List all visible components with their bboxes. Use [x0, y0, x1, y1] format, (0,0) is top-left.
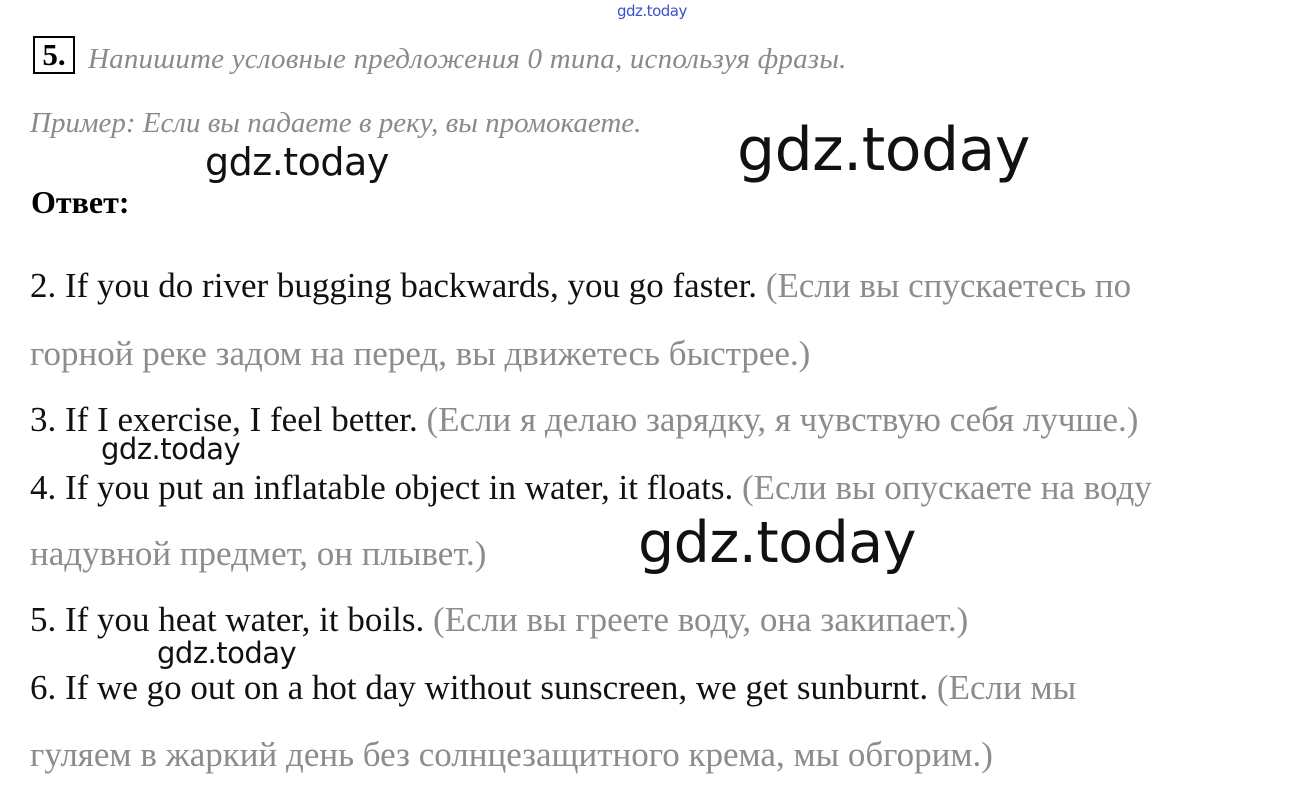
watermark-a: gdz.today [205, 140, 389, 184]
answer-4-line-2 [30, 534, 486, 574]
answer-3-english: 3. If I exercise, I feel better. [30, 400, 418, 439]
answer-6-line-1 [30, 668, 1076, 708]
answer-4-line-1 [30, 468, 1152, 508]
answer-2-line-1 [30, 266, 1131, 306]
watermark-e: gdz.today [157, 636, 297, 670]
answer-2-line-2 [30, 334, 810, 374]
answer-3-translation: (Если я делаю зарядку, я чувствую себя лучше.) [426, 400, 1139, 439]
answer-5-translation: (Если вы греете воду, она закипает.) [432, 600, 969, 639]
watermark-d: gdz.today [638, 510, 916, 576]
answer-2-translation-part-1: (Если вы спускаетесь по [765, 266, 1132, 305]
watermark-c: gdz.today [101, 432, 241, 466]
answer-5-english: 5. If you heat water, it boils. [30, 600, 425, 639]
watermark-top: gdz.today [617, 2, 687, 20]
watermark-b: gdz.today [737, 115, 1030, 185]
answer-4-translation-part-2: надувной предмет, он плывет.) [30, 534, 487, 573]
answer-5-line [30, 600, 968, 640]
exercise-example: Пример: Если вы падаете в реку, вы промокаете. [30, 107, 642, 139]
answer-4-translation-part-1: (Если вы опускаете на воду [742, 468, 1152, 507]
answer-6-line-2 [30, 735, 993, 775]
exercise-instruction: Напишите условные предложения 0 типа, используя фразы. [88, 43, 847, 75]
answer-2-english: 2. If you do river bugging backwards, you go faster. [30, 266, 758, 305]
answer-4-english: 4. If you put an inflatable object in water, it floats. [30, 468, 734, 507]
answer-2-translation-part-2: горной реке задом на перед, вы движетесь быстрее.) [30, 334, 811, 373]
answer-6-translation-part-2: гуляем в жаркий день без солнцезащитного крема, мы обгорим.) [30, 735, 993, 774]
answer-heading: Ответ: [31, 184, 130, 220]
answer-6-english: 6. If we go out on a hot day without sunscreen, we get sunburnt. [30, 668, 929, 707]
answer-6-translation-part-1: (Если мы [936, 668, 1077, 707]
exercise-number: 5. [33, 36, 75, 74]
